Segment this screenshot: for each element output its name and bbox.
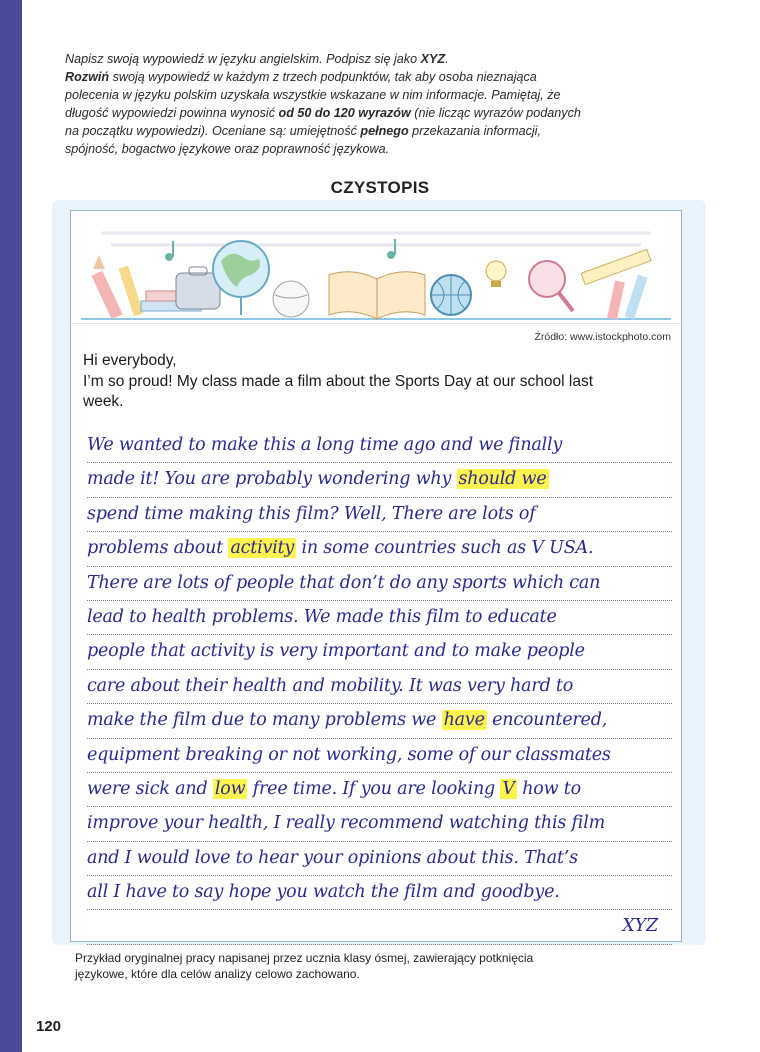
page-title: CZYSTOPIS <box>330 178 430 197</box>
school-items-illustration <box>71 211 681 324</box>
handwritten-line: lead to health problems. We made this film to educate <box>87 601 672 635</box>
figure-caption <box>75 950 695 982</box>
handwritten-line: all I have to say hope you watch the film and goodbye. <box>87 876 672 910</box>
intro-line: Hi everybody, <box>83 352 177 369</box>
caption-line: językowe, które dla celów analizy celowo zachowano. <box>75 967 360 981</box>
highlighted-mistake: activity <box>230 538 295 559</box>
handwritten-line: equipment breaking or not working, some of our classmates <box>87 739 672 773</box>
highlighted-mistake: have <box>443 710 485 731</box>
signature: XYZ <box>87 910 672 944</box>
task-instructions: Napisz swoją wypowiedź w języku angielskim. Podpisz się jako XYZ. Rozwiń swoją wypowiedź w każdym z trzech podpunktów, tak aby osoba nieznająca polecenia w języku polskim uzyskała wszystkie wskazane w nim informacje. Pamiętaj, że długość wypowiedzi powinna wynosić od 50 do 120 wyrazów (nie licząc wyrazów podanych na początku wypowiedzi). Oceniane są: umiejętność pełnego przekazania informacji, spójność, bogactwo językowe oraz poprawność językowa. <box>65 52 581 156</box>
handwritten-line: We wanted to make this a long time ago and we finally <box>87 429 672 463</box>
highlighted-mistake: low <box>214 778 246 799</box>
magnifier-icon <box>529 261 573 311</box>
pencils-icon <box>91 255 143 319</box>
handwritten-line: were sick and low free time. If you are looking V how to <box>87 773 672 807</box>
handwritten-line: There are lots of people that don’t do any sports which can <box>87 567 672 601</box>
basketball-icon <box>431 275 471 315</box>
highlighted-mistake: V <box>502 778 515 799</box>
ruler-icon <box>581 249 651 319</box>
caption-line: Przykład oryginalnej pracy napisanej przez ucznia klasy ósmej, zawierający potknięcia <box>75 951 534 965</box>
handwritten-line: improve your health, I really recommend watching this film <box>87 807 672 841</box>
handwritten-line: and I would love to hear your opinions about this. That’s <box>87 842 672 876</box>
essay-intro <box>83 351 673 413</box>
handwritten-line: make the film due to many problems we have encountered, <box>87 704 672 738</box>
ball-icon <box>273 281 309 317</box>
intro-line: week. <box>83 393 124 410</box>
globe-icon <box>213 241 269 315</box>
page-number: 120 <box>36 1018 62 1035</box>
image-source: Źródło: www.istockphoto.com <box>534 331 671 343</box>
music-note-icon <box>165 239 396 261</box>
light-bulb-icon <box>486 261 506 287</box>
handwritten-essay <box>87 429 672 945</box>
open-book-icon <box>329 272 425 319</box>
handwritten-line: problems about activity in some countries such as V USA. <box>87 532 672 566</box>
handwritten-line: made it! You are probably wondering why should we <box>87 463 672 497</box>
handwritten-line: care about their health and mobility. It was very hard to <box>87 670 672 704</box>
handwritten-line: people that activity is very important and to make people <box>87 635 672 669</box>
highlighted-mistake: should we <box>458 469 547 490</box>
handwritten-line: spend time making this film? Well, There are lots of <box>87 498 672 532</box>
intro-line: I’m so proud! My class made a film about the Sports Day at our school last <box>83 372 594 390</box>
side-bar <box>0 0 22 1052</box>
essay-card <box>70 210 682 942</box>
